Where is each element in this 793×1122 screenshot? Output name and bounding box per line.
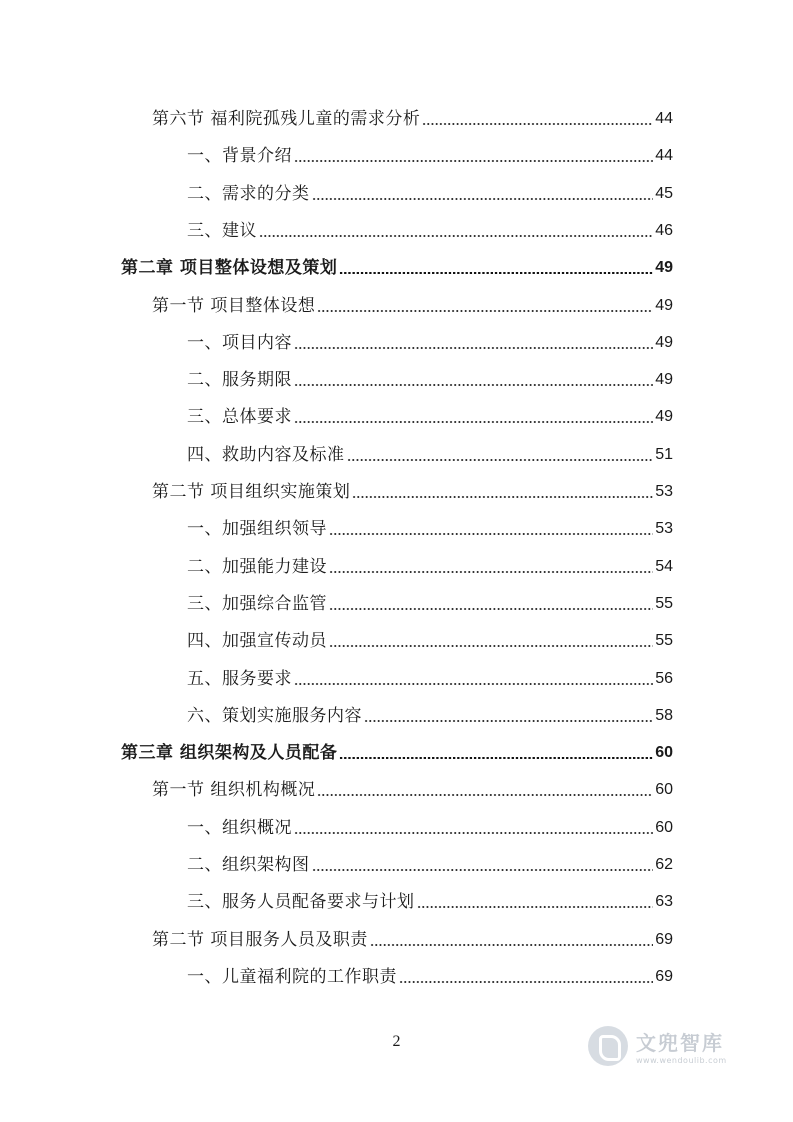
- toc-entry[interactable]: [187, 219, 673, 243]
- toc-entry-page: 63: [655, 893, 673, 911]
- watermark-url: www.wendoulib.com: [636, 1056, 727, 1065]
- toc-entry[interactable]: [187, 555, 673, 579]
- toc-leader-dots: [352, 496, 653, 498]
- toc-entry-title: 二、组织架构图: [187, 855, 310, 875]
- toc-entry-title: 第一节 组织机构概况: [152, 780, 316, 801]
- toc-entry-title: 第二节 项目组织实施策划: [152, 482, 351, 502]
- toc-entry-page: 58: [655, 706, 673, 724]
- toc-entry-title: 三、总体要求: [187, 407, 292, 428]
- toc-entry-page: 44: [655, 147, 673, 165]
- toc-leader-dots: [347, 459, 654, 461]
- toc-entry-title: 第三章 组织架构及人员配备: [121, 743, 338, 764]
- toc-entry[interactable]: [152, 107, 673, 131]
- toc-leader-dots: [339, 757, 653, 759]
- toc-entry-title: 四、加强宣传动员: [187, 631, 327, 652]
- toc-entry[interactable]: [187, 517, 673, 541]
- toc-leader-dots: [329, 533, 653, 535]
- toc-leader-dots: [294, 421, 653, 423]
- toc-entry-page: 69: [655, 967, 673, 985]
- toc-entry-title: 二、需求的分类: [187, 183, 310, 204]
- toc-leader-dots: [259, 235, 653, 237]
- toc-entry-page: 56: [655, 669, 673, 687]
- toc-entry-page: 49: [655, 259, 673, 277]
- toc-entry-page: 49: [655, 408, 673, 426]
- toc-leader-dots: [317, 310, 653, 312]
- watermark-name: 文兜智库: [636, 1031, 724, 1055]
- toc-leader-dots: [370, 944, 653, 946]
- toc-entry-page: 46: [655, 221, 673, 239]
- toc-entry[interactable]: [187, 853, 673, 877]
- toc-entry-title: 二、加强能力建设: [187, 556, 327, 577]
- footer-page-number: 2: [392, 1033, 401, 1050]
- toc-leader-dots: [339, 272, 653, 274]
- watermark: [588, 1018, 758, 1074]
- toc-entry[interactable]: [152, 928, 673, 952]
- toc-entry[interactable]: [121, 741, 673, 765]
- toc-leader-dots: [294, 832, 653, 834]
- toc-entry-page: 49: [655, 371, 673, 389]
- toc-entry-title: 六、策划实施服务内容: [187, 705, 362, 726]
- toc-entry-title: 一、项目内容: [187, 332, 292, 353]
- toc-leader-dots: [294, 160, 653, 162]
- toc-entry[interactable]: [187, 592, 673, 616]
- toc-entry-title: 第六节 福利院孤残儿童的需求分析: [152, 109, 421, 129]
- toc-entry-page: 49: [655, 296, 673, 314]
- toc-entry-page: 60: [655, 818, 673, 836]
- toc-entry[interactable]: [187, 890, 673, 914]
- toc-entry-title: 第二节 项目服务人员及职责: [152, 929, 368, 950]
- toc-leader-dots: [294, 384, 653, 386]
- toc-entry-title: 第一节 项目整体设想: [152, 295, 316, 316]
- toc-entry[interactable]: [152, 778, 673, 802]
- toc-entry-page: 62: [655, 856, 673, 873]
- toc-entry-title: 一、组织概况: [187, 817, 292, 838]
- toc-leader-dots: [422, 123, 653, 125]
- toc-entry-page: 51: [655, 445, 673, 463]
- toc-entry-title: 一、背景介绍: [187, 146, 292, 167]
- toc-leader-dots: [399, 981, 653, 983]
- toc-entry-page: 53: [655, 520, 673, 538]
- toc-entry-title: 五、服务要求: [187, 668, 292, 689]
- toc-entry-title: 一、儿童福利院的工作职责: [187, 966, 397, 987]
- toc-entry-page: 55: [655, 594, 673, 612]
- toc-entry-page: 49: [655, 333, 673, 351]
- toc-entry-page: 60: [655, 781, 673, 799]
- toc-entry-title: 第二章 项目整体设想及策划: [121, 258, 338, 279]
- toc-entry[interactable]: [121, 256, 673, 280]
- toc-entry-page: 45: [655, 184, 673, 202]
- toc-leader-dots: [294, 347, 653, 349]
- toc-entry-page: 60: [655, 744, 673, 762]
- toc-leader-dots: [312, 869, 654, 871]
- toc-entry-page: 69: [655, 930, 673, 948]
- toc-entry[interactable]: [187, 965, 673, 989]
- toc-entry[interactable]: [187, 629, 673, 653]
- toc-entry[interactable]: [152, 294, 673, 318]
- toc-entry[interactable]: [187, 331, 673, 355]
- toc-leader-dots: [329, 645, 653, 647]
- toc-entry-title: 一、加强组织领导: [187, 519, 327, 540]
- toc-entry[interactable]: [152, 480, 673, 504]
- toc-entry-page: 54: [655, 557, 673, 575]
- toc-entry-page: 55: [655, 632, 673, 650]
- toc-leader-dots: [329, 608, 653, 610]
- toc-entry[interactable]: [187, 405, 673, 429]
- toc-entry-page: 53: [655, 483, 673, 500]
- toc-entry[interactable]: [187, 667, 673, 691]
- toc-entry[interactable]: [187, 182, 673, 206]
- toc-entry-title: 三、建议: [187, 220, 257, 241]
- toc-entry[interactable]: [187, 144, 673, 168]
- toc-leader-dots: [317, 794, 653, 796]
- toc-entry[interactable]: [187, 816, 673, 840]
- toc-leader-dots: [329, 571, 653, 573]
- toc-entry[interactable]: [187, 704, 673, 728]
- toc-entry[interactable]: [187, 443, 673, 467]
- toc-entry-title: 二、服务期限: [187, 370, 292, 391]
- toc-entry-title: 三、服务人员配备要求与计划: [187, 892, 415, 913]
- toc-leader-dots: [294, 683, 653, 685]
- toc-entry-page: 44: [655, 110, 673, 127]
- toc-entry-title: 四、救助内容及标准: [187, 444, 345, 465]
- toc-entry-title: 三、加强综合监管: [187, 593, 327, 614]
- toc-leader-dots: [364, 720, 653, 722]
- toc-leader-dots: [417, 906, 654, 908]
- toc-entry[interactable]: [187, 368, 673, 392]
- toc-leader-dots: [312, 198, 654, 200]
- wendou-logo-icon: [588, 1026, 628, 1066]
